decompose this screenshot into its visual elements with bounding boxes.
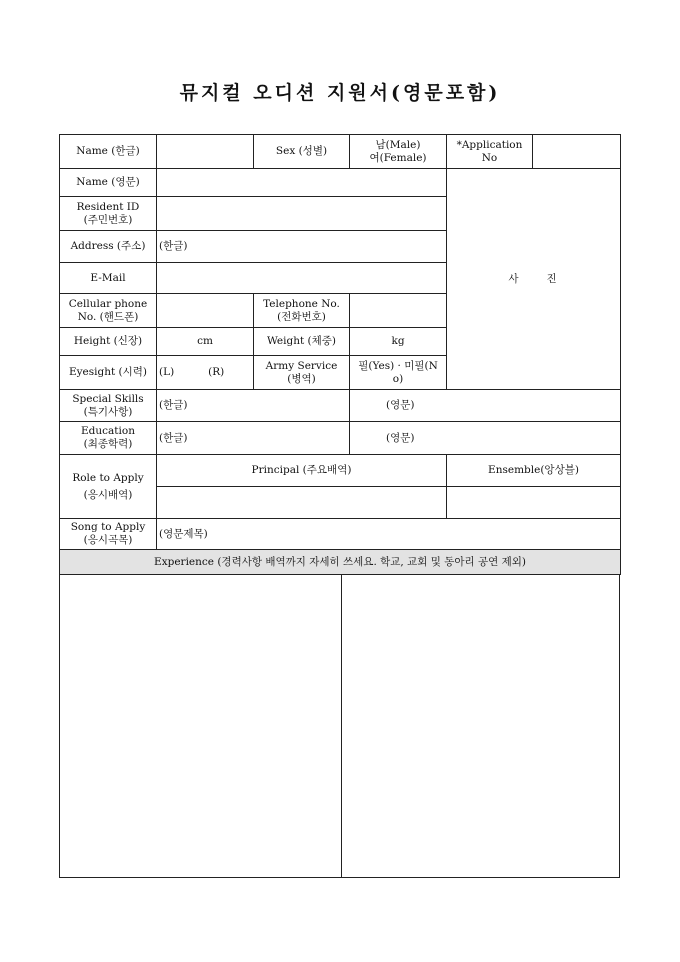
name-en-input[interactable] bbox=[157, 169, 447, 197]
cellular-input[interactable] bbox=[157, 294, 254, 328]
form-title: 뮤지컬 오디션 지원서(영문포함) bbox=[179, 82, 501, 104]
telephone-label-line1: Telephone No. bbox=[263, 297, 340, 310]
photo-area[interactable] bbox=[447, 169, 621, 390]
education-kr-input[interactable] bbox=[157, 422, 350, 455]
sex-label: Sex (성별) bbox=[254, 135, 350, 169]
sex-male-option[interactable]: 남(Male) bbox=[375, 138, 421, 151]
education-label-line2: (최종학력) bbox=[83, 438, 133, 450]
resident-id-label-line2: (주민번호) bbox=[83, 213, 133, 226]
telephone-label-line2: (전화번호) bbox=[277, 310, 326, 323]
weight-unit: kg bbox=[391, 335, 405, 347]
education-en-input[interactable] bbox=[350, 422, 621, 455]
special-skills-kr-hint: (한글) bbox=[159, 399, 188, 411]
role-principal-header: Principal (주요배역) bbox=[157, 455, 447, 487]
eyesight-right: (R) bbox=[208, 366, 225, 378]
application-no-label bbox=[447, 135, 533, 169]
height-label: Height (신장) bbox=[60, 328, 157, 356]
role-principal-input[interactable] bbox=[157, 487, 447, 519]
experience-left-column[interactable] bbox=[60, 574, 342, 877]
application-form-table bbox=[59, 134, 621, 575]
weight-label: Weight (체중) bbox=[254, 328, 350, 356]
role-label-line1: Role to Apply bbox=[72, 471, 144, 484]
special-skills-label-line2: (특기사항) bbox=[83, 405, 133, 418]
address-input[interactable] bbox=[157, 231, 447, 263]
cellular-label-line2: No. (핸드폰) bbox=[77, 310, 139, 323]
resident-id-label bbox=[60, 197, 157, 231]
special-skills-en-hint: (영문) bbox=[386, 399, 415, 411]
army-label-line2: (병역) bbox=[287, 372, 316, 385]
education-label-line1: Education bbox=[81, 425, 135, 437]
email-input[interactable] bbox=[157, 263, 447, 294]
cellular-label-line1: Cellular phone bbox=[68, 297, 148, 310]
education-en-hint: (영문) bbox=[386, 431, 415, 444]
experience-header: Experience (경력사항 배역까지 자세히 쓰세요. 학교, 교회 및 동아리 공연 제외) bbox=[60, 550, 621, 575]
telephone-input[interactable] bbox=[350, 294, 447, 328]
address-label: Address (주소) bbox=[60, 231, 157, 263]
photo-label-char-1: 사 bbox=[508, 272, 521, 285]
experience-area bbox=[59, 574, 620, 878]
army-value-line2: o) bbox=[392, 372, 404, 385]
song-label-line1: Song to Apply bbox=[70, 521, 146, 533]
role-label bbox=[60, 455, 157, 519]
application-no-label-line1: *Application bbox=[456, 138, 523, 151]
name-kr-input[interactable] bbox=[157, 135, 254, 169]
sex-options[interactable] bbox=[350, 135, 447, 169]
song-input[interactable] bbox=[157, 519, 621, 550]
experience-right-column[interactable] bbox=[342, 574, 619, 877]
telephone-label bbox=[254, 294, 350, 328]
role-ensemble-input[interactable] bbox=[447, 487, 621, 519]
height-unit: cm bbox=[197, 335, 213, 347]
song-label-line2: (응시곡목) bbox=[83, 534, 133, 546]
eyesight-input[interactable] bbox=[157, 356, 254, 390]
eyesight-left: (L) bbox=[159, 366, 175, 378]
special-skills-kr-input[interactable] bbox=[157, 390, 350, 422]
special-skills-label bbox=[60, 390, 157, 422]
eyesight-label: Eyesight (시력) bbox=[60, 356, 157, 390]
army-label bbox=[254, 356, 350, 390]
song-hint: (영문제목) bbox=[159, 527, 208, 540]
education-label bbox=[60, 422, 157, 455]
education-kr-hint: (한글) bbox=[159, 431, 188, 444]
role-ensemble-header: Ensemble(앙상블) bbox=[447, 455, 621, 487]
army-label-line1: Army Service bbox=[265, 359, 338, 372]
role-label-line2: (응시배역) bbox=[83, 488, 133, 501]
special-skills-label-line1: Special Skills bbox=[72, 392, 144, 405]
address-hint: (한글) bbox=[159, 240, 188, 252]
name-kr-label: Name (한글) bbox=[60, 135, 157, 169]
army-options[interactable] bbox=[350, 356, 447, 390]
resident-id-input[interactable] bbox=[157, 197, 447, 231]
resident-id-label-line1: Resident ID bbox=[76, 200, 140, 213]
height-input[interactable] bbox=[157, 328, 254, 356]
application-no-label-line2: No bbox=[481, 151, 498, 164]
name-en-label: Name (영문) bbox=[60, 169, 157, 197]
cellular-label bbox=[60, 294, 157, 328]
song-label bbox=[60, 519, 157, 550]
photo-label-char-2: 진 bbox=[546, 272, 559, 285]
army-value-line1: 필(Yes) · 미필(N bbox=[358, 359, 438, 372]
sex-female-option[interactable]: 여(Female) bbox=[369, 151, 427, 164]
special-skills-en-input[interactable] bbox=[350, 390, 621, 422]
email-label: E-Mail bbox=[60, 263, 157, 294]
application-no-input[interactable] bbox=[533, 135, 621, 169]
weight-input[interactable] bbox=[350, 328, 447, 356]
